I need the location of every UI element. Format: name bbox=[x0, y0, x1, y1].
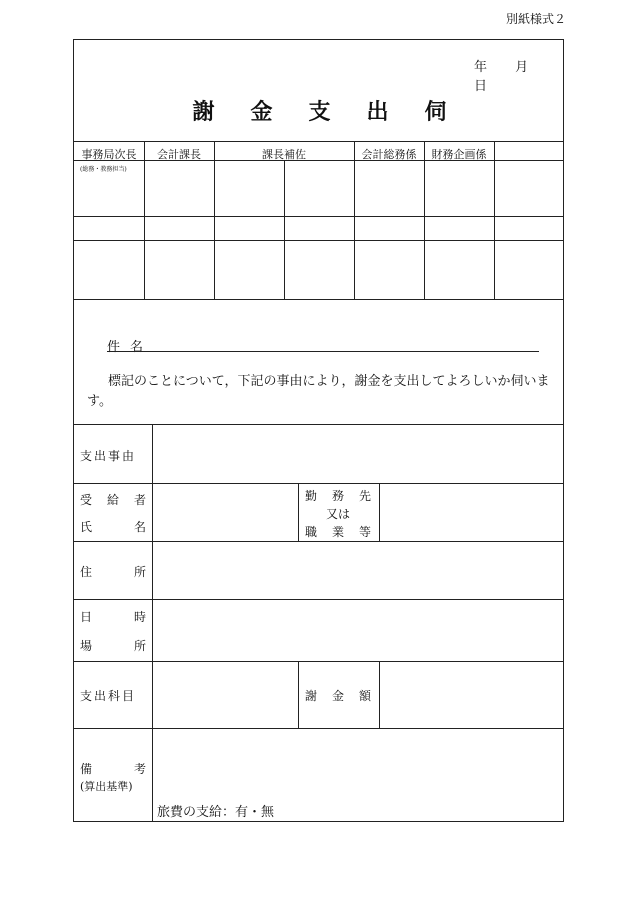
account-label: 支出科目 bbox=[80, 689, 137, 703]
remarks-field[interactable] bbox=[153, 730, 562, 800]
address-field[interactable] bbox=[153, 543, 562, 598]
date-month: 月 bbox=[515, 60, 529, 75]
workplace-label: 勤 務 先 bbox=[305, 489, 371, 503]
date-year: 年 bbox=[474, 60, 488, 75]
remarks-label: 備 考 bbox=[80, 762, 146, 776]
address-label: 住 所 bbox=[80, 565, 146, 579]
reason-field[interactable] bbox=[153, 426, 562, 482]
reason-label: 支出事由 bbox=[80, 449, 137, 463]
travel-expense-option[interactable]: 旅費の支給：有・無 bbox=[157, 805, 275, 820]
fee-amount-field[interactable] bbox=[380, 663, 562, 727]
subject-input-line[interactable] bbox=[107, 351, 539, 352]
or-label: 又は bbox=[325, 507, 350, 521]
datetime-label: 日 時 bbox=[80, 610, 146, 624]
name-label: 氏 名 bbox=[80, 520, 146, 534]
form-frame bbox=[73, 39, 564, 822]
approval-header-accounting-chief: 会計課長 bbox=[157, 148, 201, 161]
approval-header-general-affairs: 会計総務係 bbox=[361, 148, 417, 161]
date-day: 日 bbox=[474, 79, 488, 94]
workplace-field[interactable] bbox=[380, 485, 562, 540]
account-field[interactable] bbox=[153, 663, 297, 727]
form-number: 別紙様式２ bbox=[506, 12, 567, 26]
fee-label: 謝 金 額 bbox=[305, 689, 371, 703]
place-label: 場 所 bbox=[80, 639, 146, 653]
date-field[interactable] bbox=[462, 56, 563, 94]
datetime-place-field[interactable] bbox=[153, 601, 562, 660]
approval-header-finance-planning: 財務企画係 bbox=[431, 148, 487, 161]
approval-header-deputy-director: 事務局次長 bbox=[81, 148, 137, 161]
request-text: 標記のことについて，下記の事由により，謝金を支出してよろしいか伺います。 bbox=[87, 374, 550, 409]
approval-header-assistant-chief: 課長補佐 bbox=[262, 148, 306, 161]
approval-note: (総務・教務担当) bbox=[80, 166, 127, 173]
recipient-name-field[interactable] bbox=[153, 485, 297, 540]
recipient-label: 受 給 者 bbox=[80, 493, 146, 507]
form-title: 謝金支出伺 bbox=[192, 99, 483, 125]
subject-label: 件名 bbox=[107, 340, 154, 355]
remarks-sub-label: (算出基準) bbox=[80, 780, 133, 793]
occupation-label: 職 業 等 bbox=[305, 525, 371, 539]
